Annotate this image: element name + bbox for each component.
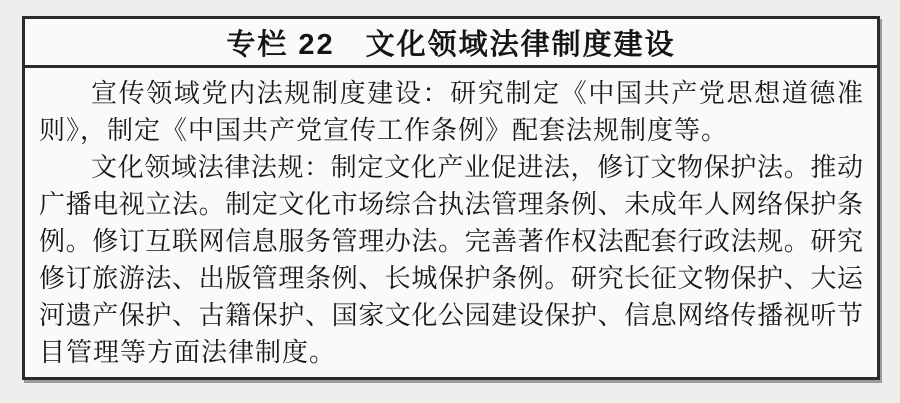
column-box: [22, 16, 880, 380]
body-line: 文化领域法律法规：制定文化产业促进法，修订文物保护法。推动: [91, 153, 863, 182]
column-body: [25, 68, 877, 371]
column-title: 专栏 22 文化领域法律制度建设: [226, 28, 676, 61]
body-line: 目管理等方面法律制度。: [39, 338, 337, 367]
paragraph-2: [39, 149, 863, 371]
body-line: 例。修订互联网信息服务管理办法。完善著作权法配套行政法规。研究: [39, 227, 863, 256]
body-line: 河遗产保护、古籍保护、国家文化公园建设保护、信息网络传播视听节: [39, 301, 863, 330]
paragraph-1: [39, 75, 863, 149]
column-title-bar: [25, 19, 877, 68]
body-line: 宣传领域党内法规制度建设：研究制定《中国共产党思想道德准: [91, 79, 863, 108]
body-line: 则》，制定《中国共产党宣传工作条例》配套法规制度等。: [39, 116, 729, 145]
body-line: 修订旅游法、出版管理条例、长城保护条例。研究长征文物保护、大运: [39, 264, 863, 293]
body-line: 广播电视立法。制定文化市场综合执法管理条例、未成年人网络保护条: [39, 190, 863, 219]
